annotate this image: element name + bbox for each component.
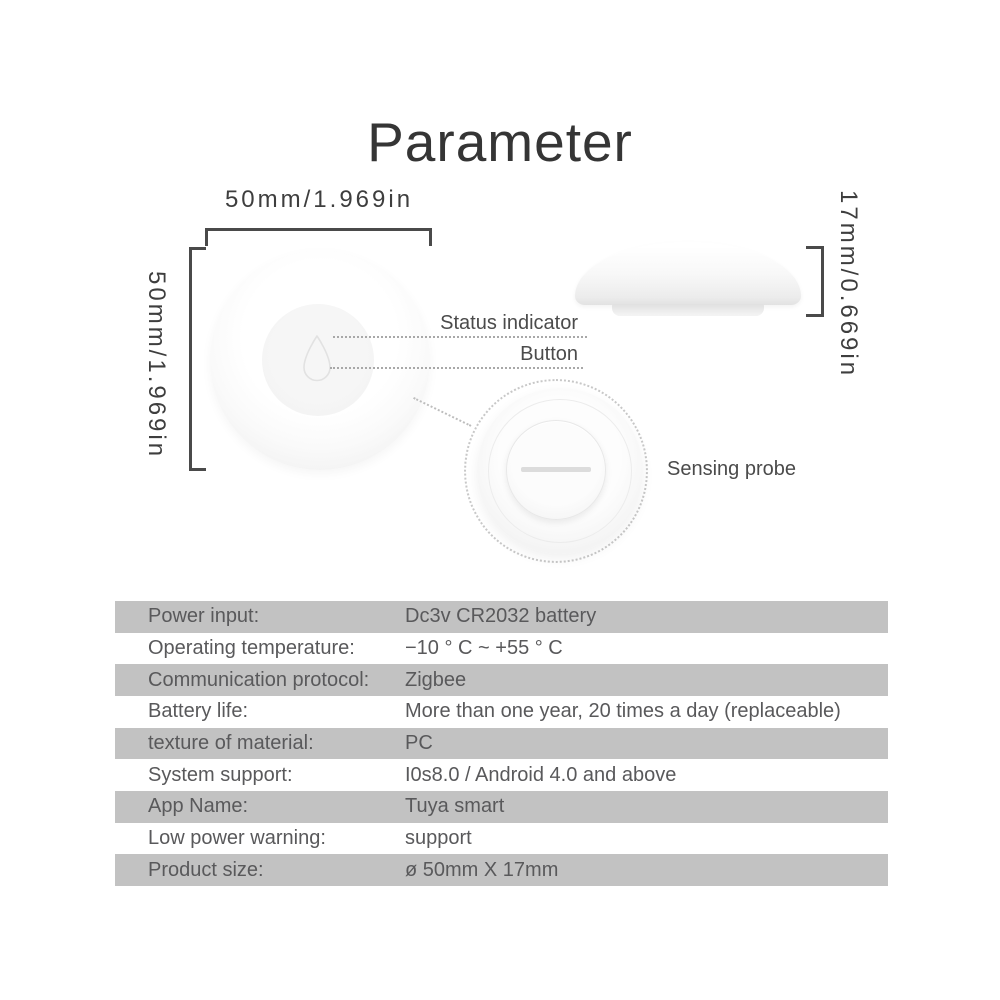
table-row bbox=[115, 854, 888, 886]
page-title: Parameter bbox=[367, 111, 633, 173]
spec-label: System support: bbox=[148, 763, 293, 786]
table-row bbox=[115, 696, 888, 728]
spec-label: Operating temperature: bbox=[148, 637, 355, 659]
spec-value: ø 50mm X 17mm bbox=[405, 858, 559, 881]
spec-label: texture of material: bbox=[148, 732, 314, 755]
spec-value: support bbox=[405, 827, 472, 850]
table-row bbox=[115, 823, 888, 855]
button-label: Button bbox=[520, 343, 578, 365]
side-thickness-bracket bbox=[806, 246, 824, 317]
spec-value: I0s8.0 / Android 4.0 and above bbox=[405, 763, 677, 786]
sensing-probe-label: Sensing probe bbox=[667, 458, 796, 480]
spec-label: Power input: bbox=[148, 605, 260, 628]
status-indicator-leader-line bbox=[333, 336, 587, 338]
left-height-bracket bbox=[189, 247, 206, 471]
spec-label: Battery life: bbox=[148, 700, 249, 723]
water-drop-icon bbox=[301, 333, 333, 385]
table-row bbox=[115, 791, 888, 823]
table-row bbox=[115, 728, 888, 760]
spec-value: Zigbee bbox=[405, 668, 467, 691]
spec-value: Tuya smart bbox=[405, 795, 505, 818]
side-view-thickness-label: 17mm/0.669in bbox=[835, 190, 862, 379]
spec-label: Low power warning: bbox=[148, 827, 326, 850]
battery-cover-slot bbox=[521, 467, 591, 472]
table-row bbox=[115, 759, 888, 791]
table-row bbox=[115, 664, 888, 696]
button-leader-line bbox=[330, 367, 583, 369]
top-view-height-label: 50mm/1.969in bbox=[143, 270, 170, 460]
spec-value: −10 ° C ~ +55 ° C bbox=[405, 637, 563, 659]
sensor-side-view-base bbox=[612, 304, 764, 316]
spec-table bbox=[115, 601, 888, 886]
spec-value: More than one year, 20 times a day (replaceable) bbox=[405, 700, 841, 723]
status-indicator-label: Status indicator bbox=[440, 312, 578, 334]
top-view-width-label: 50mm/1.969in bbox=[224, 186, 414, 213]
sensor-side-view-dome bbox=[575, 242, 801, 305]
spec-label: Communication protocol: bbox=[148, 668, 370, 691]
spec-value: PC bbox=[405, 732, 433, 755]
table-row bbox=[115, 633, 888, 665]
spec-label: App Name: bbox=[148, 795, 249, 818]
spec-label: Product size: bbox=[148, 858, 264, 881]
table-row bbox=[115, 601, 888, 633]
sensing-probe-leader-line bbox=[413, 397, 471, 427]
spec-value: Dc3v CR2032 battery bbox=[405, 605, 597, 628]
top-width-bracket bbox=[205, 228, 432, 246]
